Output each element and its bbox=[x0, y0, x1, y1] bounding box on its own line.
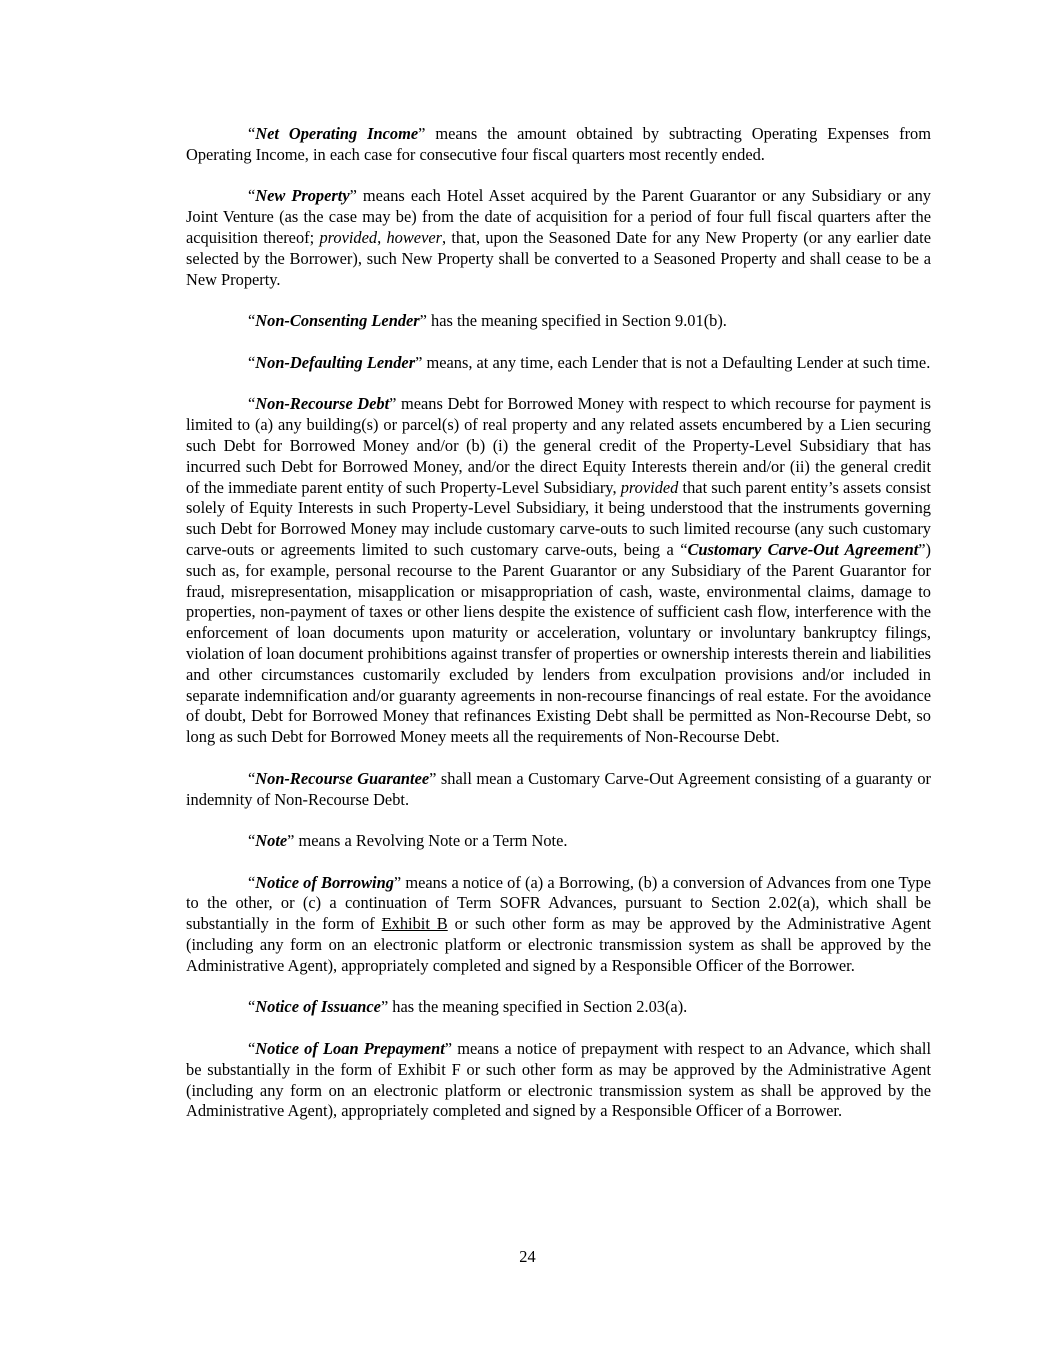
definition-text: ” has the meaning specified in Section 2.03(a). bbox=[380, 997, 688, 1017]
italic-however: however bbox=[386, 227, 442, 247]
open-quote: “ bbox=[248, 311, 256, 331]
definition-text: ” means Debt for Borrowed Money with respect to which recourse for payment is limited to (a) any building(s) or parcel(s) of real property and any related assets encumbered by a Lien securing such Debt for Borrowed Money and/or (b) (i) the general credit of the Property-Level Subsidiary that has incurred such Debt for Borrowed Money, and/or the direct Equity Interests therein and/or (ii) the general credit of the immediate parent entity of such Property-Level Subsidiary, bbox=[186, 394, 931, 497]
definition-text: ” means a notice of (a) a Borrowing, (b) a conversion of Advances from one Type to the other, or (c) a continuation of Term SOFR Advances, pursuant to Section 2.02(a), which shall be substantially in the form of bbox=[186, 872, 931, 934]
definition-text: that such parent entity’s assets consist solely of Equity Interests in such Property-Level Subsidiary, it being understood that the instruments governing such Debt for Borrowed Money may include customary carve-outs to such limited recourse (any such customary carve-outs or agreements limited to such customary carve-outs, being a “ bbox=[186, 477, 931, 559]
defined-term: Non-Recourse Debt bbox=[255, 394, 390, 414]
open-quote: “ bbox=[248, 768, 256, 788]
definition-notice-of-loan-prepayment bbox=[186, 1039, 931, 1122]
defined-term: Note bbox=[255, 831, 288, 851]
definition-text: or such other form as may be approved by the Administrative Agent (including any form on an electronic platform or electronic transmission system as shall be approved by the Administrative Agent), appropriately completed and signed by a Responsible Officer of the Borrower. bbox=[186, 914, 931, 975]
defined-term: Non-Defaulting Lender bbox=[255, 352, 416, 372]
open-quote: “ bbox=[248, 394, 256, 414]
document-body bbox=[186, 124, 931, 1143]
page-number: 24 bbox=[519, 1247, 536, 1266]
defined-term: Notice of Loan Prepayment bbox=[255, 1039, 445, 1059]
definition-non-consenting-lender bbox=[186, 311, 931, 332]
defined-term: New Property bbox=[255, 186, 350, 206]
defined-term: Notice of Borrowing bbox=[255, 872, 394, 892]
definition-text: ” means a Revolving Note or a Term Note. bbox=[287, 831, 568, 851]
defined-term: Notice of Issuance bbox=[255, 997, 381, 1017]
italic-provided: provided bbox=[319, 227, 378, 247]
italic-provided: provided bbox=[620, 477, 679, 497]
definition-net-operating-income bbox=[186, 124, 931, 166]
definition-text: ” means each Hotel Asset acquired by the Parent Guarantor or any Subsidiary or any Joint Venture (as the case may be) from the date of acquisition for a period of four full fiscal quarters after the acquisition thereof; bbox=[186, 186, 931, 247]
defined-term: Non-Consenting Lender bbox=[255, 311, 420, 331]
definition-notice-of-issuance bbox=[186, 997, 931, 1018]
defined-term: Net Operating Income bbox=[255, 124, 419, 143]
definition-text: ” means, at any time, each Lender that is not a Defaulting Lender at such time. bbox=[415, 352, 931, 372]
definition-non-recourse-guarantee bbox=[186, 769, 931, 811]
open-quote: “ bbox=[248, 997, 256, 1017]
open-quote: “ bbox=[248, 831, 256, 851]
definition-text: ”) such as, for example, personal recourse to the Parent Guarantor or any Subsidiary of the Parent Guarantor for fraud, misrepresentation, misapplication or misappropriation of cash, waste, environmental claims, damage to properties, non-payment of taxes or other liens despite the existence of sufficient cash flow, interference with the enforcement of loan documents upon maturity or acceleration, voluntary or involuntary bankruptcy filings, violation of loan document prohibitions against transfer of properties or ownership interests therein and liabilities and other circumstances customarily excluded by lenders from exculpation provisions and/or included in separate indemnification and/or guaranty agreements in non-recourse financings of real estate. For the avoidance of doubt, Debt for Borrowed Money that refinances Existing Debt shall be permitted as Non-Recourse Debt, so long as such Debt for Borrowed Money meets all the requirements of Non-Recourse Debt. bbox=[186, 539, 931, 747]
definition-text: ” means the amount obtained by subtracting Operating Expenses from Operating Income, in each case for consecutive four fiscal quarters most recently ended. bbox=[186, 124, 931, 164]
definition-notice-of-borrowing bbox=[186, 873, 931, 977]
definition-text: ” shall mean a Customary Carve-Out Agreement consisting of a guaranty or indemnity of Non-Recourse Debt. bbox=[186, 768, 931, 809]
open-quote: “ bbox=[248, 872, 256, 892]
open-quote: “ bbox=[248, 124, 256, 143]
definition-note bbox=[186, 831, 931, 852]
definition-non-defaulting-lender bbox=[186, 353, 931, 374]
definition-text: ” has the meaning specified in Section 9.01(b). bbox=[419, 311, 727, 331]
open-quote: “ bbox=[248, 352, 256, 372]
defined-term: Non-Recourse Guarantee bbox=[255, 768, 430, 788]
open-quote: “ bbox=[248, 186, 256, 206]
definition-new-property bbox=[186, 186, 931, 290]
definition-text: , that, upon the Seasoned Date for any New Property (or any earlier date selected by the Borrower), such New Property shall be converted to a Seasoned Property and shall cease to be a New Property. bbox=[186, 227, 932, 289]
separator: , bbox=[377, 227, 387, 247]
inner-defined-term: Customary Carve-Out Agreement bbox=[687, 539, 919, 559]
open-quote: “ bbox=[248, 1039, 256, 1059]
definition-text: ” means a notice of prepayment with respect to an Advance, which shall be substantially in the form of Exhibit F or such other form as may be approved by the Administrative Agent (including any form on an electronic platform or electronic transmission system as shall be approved by the Administrative Agent), appropriately completed and signed by a Responsible Officer of a Borrower. bbox=[186, 1039, 931, 1121]
exhibit-reference: Exhibit B bbox=[381, 914, 448, 934]
definition-non-recourse-debt bbox=[186, 394, 931, 748]
